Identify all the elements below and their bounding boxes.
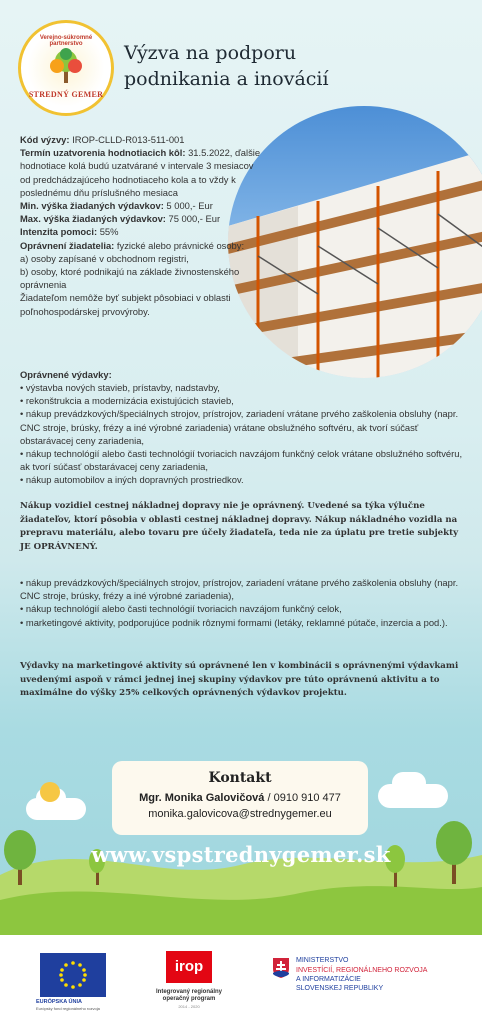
contact-phone[interactable]: / 0910 910 477 xyxy=(264,792,341,804)
cloud-decoration xyxy=(392,772,426,794)
contact-email[interactable]: monika.galovicova@strednygemer.eu xyxy=(148,808,332,820)
website-link[interactable]: www.vspstrednygemer.sk xyxy=(91,842,391,867)
termin-line: Termín uzatvorenia hodnotiacich kôl: 31.5.2022, ďalšie hodnotiace kolá budú uzatvárané v intervale 3 mesiacov od predchádzajúceho hodnotiaceho kola a to vždy k poslednému dňu príslušného mesiaca xyxy=(20,147,261,198)
opravneni-b: b) osoby, ktoré podnikajú na základe živnostenského oprávnenia xyxy=(20,266,240,291)
scaffolding-photo xyxy=(228,106,482,378)
ministry-line2: INVESTÍCIÍ, REGIONÁLNEHO ROZVOJA xyxy=(296,967,428,974)
max-line: Max. výška žiadaných výdavkov: 75 000,- Eur xyxy=(20,213,221,225)
list-item: • marketingové aktivity, podporujúce podnik rôznymi formami (letáky, reklamné pútače, inzercia a pod.). xyxy=(20,616,448,628)
opravneni-a: a) osoby zapísané v obchodnom registri, xyxy=(20,252,189,264)
opravneni-note: Žiadateľom nemôže byť subjekt pôsobiaci v oblasti poľnohospodárskej prvovýroby. xyxy=(20,292,231,317)
min-line: Min. výška žiadaných výdavkov: 5 000,- Eur xyxy=(20,200,213,212)
contact-name-line xyxy=(112,792,368,804)
transport-emphasis: JE OPRÁVNENÝ. xyxy=(20,541,98,552)
call-info xyxy=(20,133,265,318)
logo-inner xyxy=(27,29,105,107)
list-item: • nákup technológií alebo časti technológií tvoriacich navzájom funkčný celok, xyxy=(20,603,342,615)
intenzita-line: Intenzita pomoci: 55% xyxy=(20,226,119,238)
eligible-list-2 xyxy=(20,576,468,629)
list-item: • nákup technológií alebo časti technológií tvoriacich navzájom funkčný celok vrátane obslužného softvéru, ak tvorí súčasť obstarávacej ceny zariadenia, xyxy=(20,448,463,473)
marketing-note: Výdavky na marketingové aktivity sú oprávnené len v kombinácii s oprávnenými výdavkami uvedenými aspoň v rámci jednej inej skupiny výdavkov pre túto oprávnenú aktivitu a to maximálne do výšky 25% celkových oprávnených výdavkov projektu. xyxy=(20,661,459,699)
slovak-crest-icon xyxy=(272,957,290,979)
ministry-line1: MINISTERSTVO xyxy=(296,957,349,964)
strednygemer-logo xyxy=(18,20,114,116)
eu-sub-label: Európsky fond regionálneho rozvoja xyxy=(36,1006,100,1011)
transport-note: Nákup vozidiel cestnej nákladnej dopravy nie je oprávnený. Uvedené sa týka výlučne žiadateľov, ktorí pôsobia v oblasti cestnej nákladnej dopravy. Nákup nákladného vozidla na prepravu materiálu, alebo tovaru pre účely žiadateľa, teda nie za úplatu pre tretie subjekty JE OPRÁVNENÝ. xyxy=(20,501,459,552)
ministry-line3: A INFORMATIZÁCIE xyxy=(296,976,361,983)
kod-line: Kód výzvy: IROP-CLLD-R013-511-001 xyxy=(20,134,185,145)
footer xyxy=(0,935,482,1024)
opravneni-line: Oprávnení žiadatelia: fyzické alebo právnické osoby: xyxy=(20,239,245,251)
logo-bottom-text: STREDNÝ GEMER xyxy=(28,90,104,99)
list-item: • výstavba nových stavieb, prístavby, nadstavby, xyxy=(20,382,220,393)
logo-top-text: Verejno-súkromné partnerstvo xyxy=(39,35,93,47)
contact-card xyxy=(112,761,368,835)
contact-name: Mgr. Monika Galovičová xyxy=(139,792,265,804)
tree-icon xyxy=(45,45,87,85)
list-item: • nákup prevádzkových/špeciálnych strojov, prístrojov, zariadení vrátane prvého zaškolenia obsluhy (napr. CNC stroje, brúsky, frézy a iné výrobné zariadenia), xyxy=(20,577,459,602)
list-item: • nákup prevádzkových/špeciálnych strojov, prístrojov, zariadení vrátane prvého zaškolenia obsluhy (napr. CNC stroje, brúsky, frézy a iné výrobné zariadenia) vrátane obslužného softvéru, ak tvorí súčasť obstarávacej ceny zariadenia, xyxy=(20,408,459,446)
eu-label: EURÓPSKA ÚNIA xyxy=(36,999,82,1005)
irop-label-line1: Integrovaný regionálny xyxy=(155,989,222,995)
title-line2: podnikania a inovácií xyxy=(124,68,329,90)
list-item: • nákup automobilov a iných dopravných prostriedkov. xyxy=(20,474,244,486)
expenses-title: Oprávnené výdavky: xyxy=(20,369,112,380)
irop-logo: irop xyxy=(166,951,212,983)
expenses-list xyxy=(20,381,470,487)
contact-title: Kontakt xyxy=(208,770,272,786)
eu-flag-icon xyxy=(40,953,106,997)
ministry-line4: SLOVENSKEJ REPUBLIKY xyxy=(296,985,384,992)
page-title xyxy=(124,40,464,92)
title-line1: Výzva na podporu xyxy=(124,42,297,64)
irop-label-line2: operačný program xyxy=(162,996,216,1002)
irop-years: 2014 - 2020 xyxy=(178,1004,200,1009)
list-item: • rekonštrukcia a modernizácia existujúcich stavieb, xyxy=(20,395,234,407)
